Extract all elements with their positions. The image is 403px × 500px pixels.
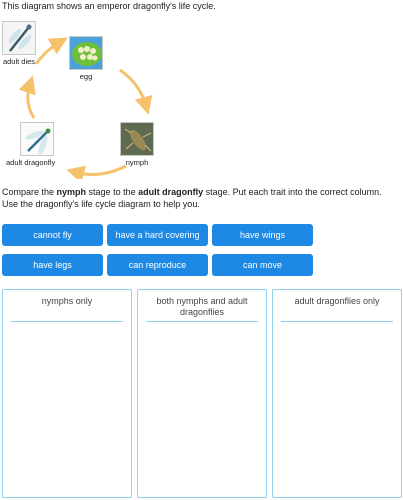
stage-adult-dies: adult dies (2, 21, 36, 66)
dead-dragonfly-icon (2, 21, 36, 55)
stage-nymph: nymph (120, 122, 154, 167)
nymph-icon (120, 122, 154, 156)
arrow-nymph-to-adult (75, 166, 126, 174)
tile-have-wings[interactable]: have wings (212, 224, 313, 246)
tile-cannot-fly[interactable]: cannot fly (2, 224, 103, 246)
tile-can-reproduce[interactable]: can reproduce (107, 254, 208, 276)
drop-column-nymphs-only[interactable] (2, 289, 132, 498)
column-header: both nymphs and adult dragonflies (156, 296, 248, 317)
dragonfly-icon (20, 122, 54, 156)
column-divider (11, 321, 123, 322)
instructions-text: Compare the nymph stage to the adult dragonfly stage. Put each trait into the correct column. Use the dragonfly's life cycle diagram to help you. (2, 187, 382, 209)
arrow-egg-to-nymph (120, 70, 146, 106)
drop-column-adults-only[interactable] (272, 289, 402, 498)
intro-text: This diagram shows an emperor dragonfly's life cycle. (2, 1, 216, 11)
eggs-on-leaf-icon (69, 36, 103, 70)
tile-have-legs[interactable]: have legs (2, 254, 103, 276)
stage-adult-dragonfly: adult dragonfly (6, 122, 55, 167)
column-divider (281, 321, 393, 322)
arrow-dies-to-egg (36, 42, 60, 64)
arrow-adult-to-dies (28, 84, 34, 118)
tile-have-a-hard-covering[interactable]: have a hard covering (107, 224, 208, 246)
tile-can-move[interactable]: can move (212, 254, 313, 276)
column-divider (146, 321, 258, 322)
column-header: nymphs only (41, 296, 93, 306)
life-cycle-diagram (0, 14, 175, 179)
column-header: adult dragonflies only (294, 296, 380, 306)
stage-egg: egg (69, 36, 103, 81)
drop-column-both[interactable] (137, 289, 267, 498)
